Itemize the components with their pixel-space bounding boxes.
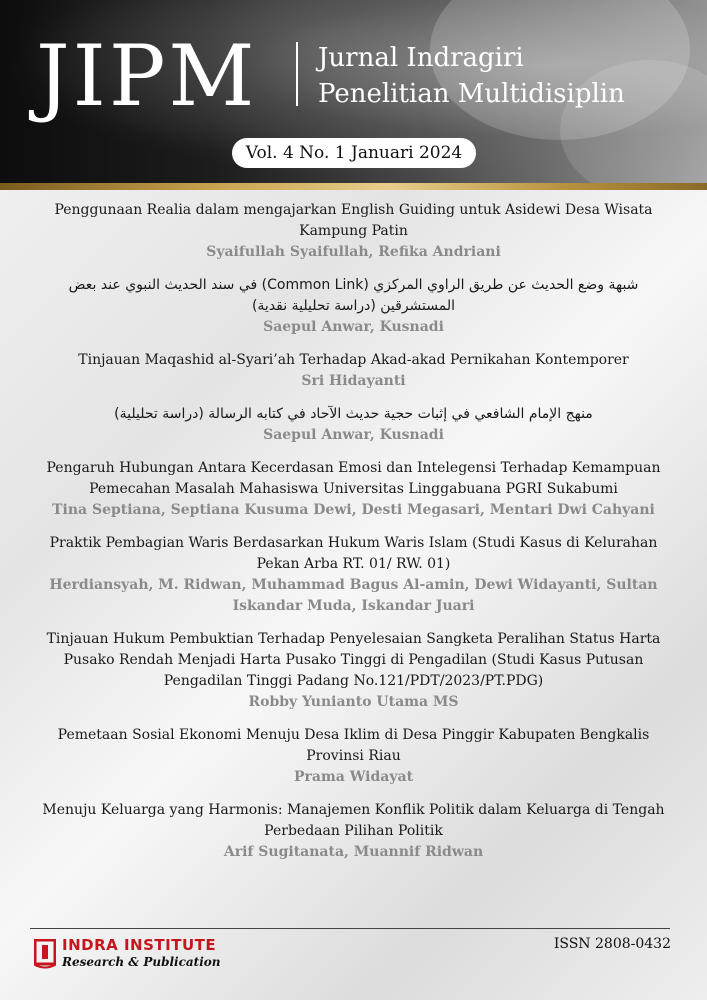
article-list (30, 200, 677, 875)
article-item[interactable] (30, 458, 677, 521)
article-item[interactable] (30, 200, 677, 263)
article-authors: Robby Yunianto Utama MS (248, 694, 459, 710)
article-title: شبهة وضع الحديث عن طريق الراوي المركزي (Common Link) في سند الحديث النبوي عند بعض المستشرقين (دراسة تحليلية نقدية) (68, 277, 639, 314)
journal-name (318, 40, 625, 112)
article-title: منهج الإمام الشافعي في إثبات حجية حديث الآحاد في كتابه الرسالة (دراسة تحليلية) (114, 406, 593, 422)
article-title: Tinjauan Maqashid al-Syari’ah Terhadap Akad-akad Pernikahan Kontemporer (78, 352, 629, 368)
publisher-subtitle: Research & Publication (62, 955, 221, 969)
footer-divider (30, 928, 670, 929)
article-title: Praktik Pembagian Waris Berdasarkan Hukum Waris Islam (Studi Kasus di Kelurahan Pekan Arba RT. 01/ RW. 01) (49, 535, 658, 572)
article-item[interactable] (30, 275, 677, 338)
article-authors: Sri Hidayanti (301, 373, 406, 389)
volume-badge: Vol. 4 No. 1 Januari 2024 (232, 138, 476, 168)
article-title: Tinjauan Hukum Pembuktian Terhadap Penyelesaian Sangketa Peralihan Status Harta Pusako Rendah Menjadi Harta Pusako Tinggi di Pengadilan (Studi Kasus Putusan Pengadilan Tinggi Padang No.121/PDT/2023/PT.PDG) (46, 631, 661, 689)
article-title: Pemetaan Sosial Ekonomi Menuju Desa Iklim di Desa Pinggir Kabupaten Bengkalis Provinsi Riau (57, 727, 650, 764)
article-authors: Syaifullah Syaifullah, Refika Andriani (206, 244, 501, 260)
gold-divider (0, 183, 707, 190)
article-authors: Prama Widayat (293, 769, 414, 785)
article-item[interactable] (30, 629, 677, 713)
cover-header (0, 0, 707, 190)
journal-name-line2: Penelitian Multidisiplin (318, 79, 625, 109)
logo-divider (296, 42, 298, 106)
article-authors: Saepul Anwar, Kusnadi (263, 427, 444, 443)
journal-logo: JIPM (36, 27, 258, 125)
article-item[interactable] (30, 533, 677, 617)
article-title: Penggunaan Realia dalam mengajarkan English Guiding untuk Asidewi Desa Wisata Kampung Patin (54, 202, 653, 239)
article-authors: Tina Septiana, Septiana Kusuma Dewi, Desti Megasari, Mentari Dwi Cahyani (52, 502, 655, 518)
article-title: Pengaruh Hubungan Antara Kecerdasan Emosi dan Intelegensi Terhadap Kemampuan Pemecahan Masalah Mahasiswa Universitas Linggabuana PGRI Sukabumi (46, 460, 661, 497)
article-item[interactable] (30, 350, 677, 392)
issn-number: ISSN 2808-0432 (553, 936, 671, 952)
article-authors: Saepul Anwar, Kusnadi (263, 319, 444, 335)
article-item[interactable] (30, 725, 677, 788)
article-item[interactable] (30, 404, 677, 446)
journal-name-line1: Jurnal Indragiri (318, 43, 524, 73)
publisher-name: INDRA INSTITUTE (62, 936, 217, 954)
article-authors: Herdiansyah, M. Ridwan, Muhammad Bagus Al-amin, Dewi Widayanti, Sultan Iskandar Muda, Iskandar Juari (49, 577, 658, 614)
article-authors: Arif Sugitanata, Muannif Ridwan (223, 844, 484, 860)
article-title: Menuju Keluarga yang Harmonis: Manajemen Konflik Politik dalam Keluarga di Tengah Perbedaan Pilihan Politik (42, 802, 665, 839)
article-item[interactable] (30, 800, 677, 863)
publisher-logo-icon (34, 939, 56, 969)
